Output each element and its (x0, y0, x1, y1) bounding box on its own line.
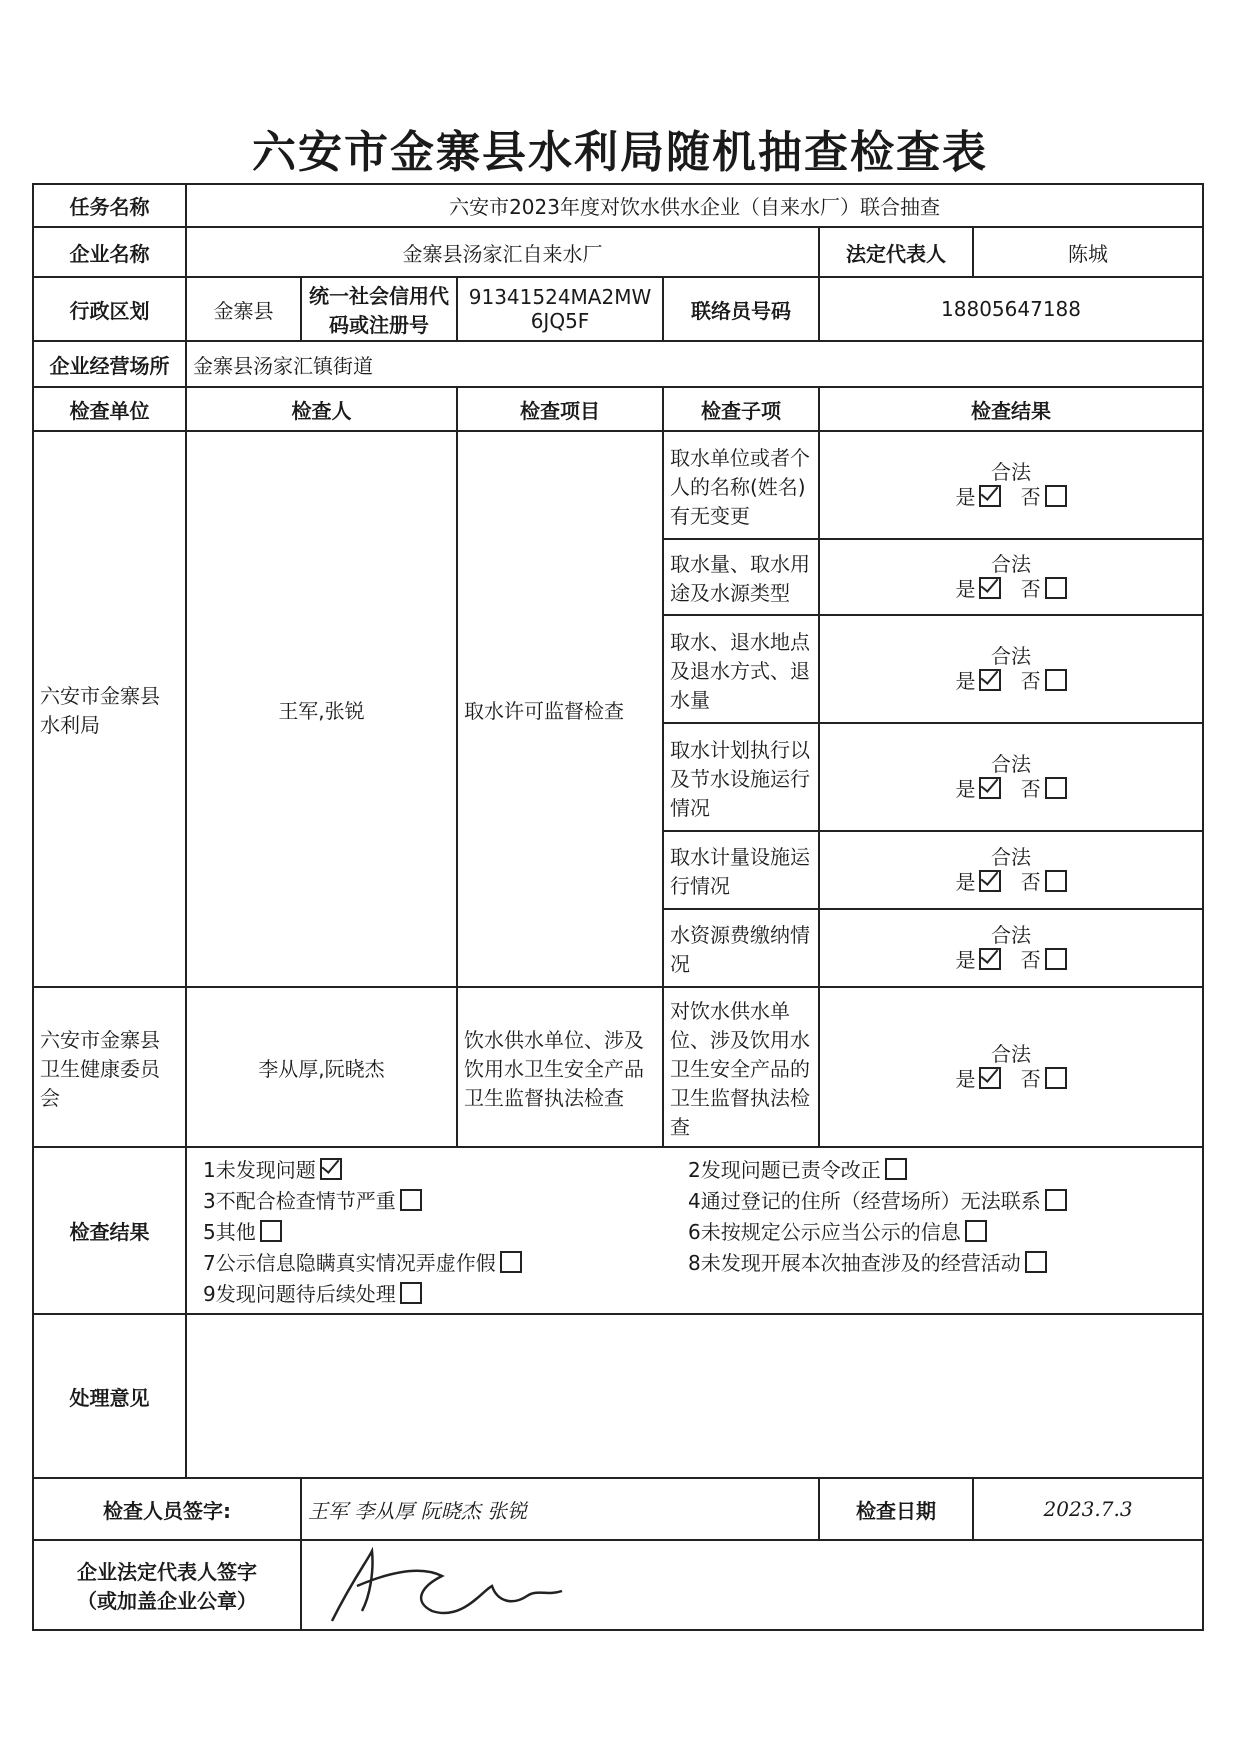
option-text: 9发现问题待后续处理 (203, 1282, 396, 1306)
legal-label: 合法 (991, 644, 1032, 668)
option-text: 8未发现开展本次抽查涉及的经营活动 (688, 1251, 1021, 1275)
yes-label: 是 (955, 870, 976, 894)
legal-label: 合法 (991, 1042, 1032, 1066)
subitem-cell: 对饮水供水单位、涉及饮用水卫生安全产品的卫生监督执法检查 (663, 987, 819, 1147)
option-text: 4通过登记的住所（经营场所）无法联系 (688, 1189, 1041, 1213)
col-unit: 检查单位 (33, 387, 186, 431)
option-text: 3不配合检查情节严重 (203, 1189, 396, 1213)
col-result: 检查结果 (819, 387, 1203, 431)
result-cell (819, 431, 1203, 539)
company-label: 企业名称 (33, 227, 186, 277)
no-checkbox[interactable] (1045, 777, 1067, 799)
item-cell: 取水许可监督检查 (457, 431, 663, 987)
col-item: 检查项目 (457, 387, 663, 431)
yes-label: 是 (955, 777, 976, 801)
opinion-row (33, 1314, 1203, 1478)
option-checkbox[interactable] (500, 1251, 522, 1273)
contact-value: 18805647188 (819, 277, 1203, 341)
result-option-2 (688, 1154, 1168, 1183)
rep-sign-label-line1: 企业法定代表人签字 (77, 1560, 257, 1584)
contact-label: 联络员号码 (663, 277, 819, 341)
col-subitem: 检查子项 (663, 387, 819, 431)
inspector-cell: 李从厚,阮晓杰 (186, 987, 457, 1147)
subitem-cell: 取水计量设施运行情况 (663, 831, 819, 909)
option-checkbox[interactable] (260, 1220, 282, 1242)
date-value: 2023.7.3 (973, 1478, 1203, 1540)
company-value: 金寨县汤家汇自来水厂 (186, 227, 819, 277)
option-checkbox[interactable] (320, 1158, 342, 1180)
yes-label: 是 (955, 948, 976, 972)
legal-rep-label: 法定代表人 (819, 227, 973, 277)
option-checkbox[interactable] (965, 1220, 987, 1242)
yes-checkbox[interactable] (979, 1067, 1001, 1089)
yes-label: 是 (955, 1067, 976, 1091)
option-checkbox[interactable] (1045, 1189, 1067, 1211)
yes-label: 是 (955, 485, 976, 509)
result-cell (819, 539, 1203, 615)
district-label: 行政区划 (33, 277, 186, 341)
yes-checkbox[interactable] (979, 669, 1001, 691)
yes-checkbox[interactable] (979, 948, 1001, 970)
subitem-cell: 水资源费缴纳情况 (663, 909, 819, 987)
page-title: 六安市金寨县水利局随机抽查检查表 (252, 127, 988, 178)
no-checkbox[interactable] (1045, 1067, 1067, 1089)
credit-label: 统一社会信用代码或注册号 (301, 277, 457, 341)
no-checkbox[interactable] (1045, 485, 1067, 507)
address-value: 金寨县汤家汇镇街道 (186, 341, 1203, 387)
result-cell (819, 831, 1203, 909)
rep-sign-label-line2: （或加盖企业公章） (77, 1589, 257, 1613)
inspector-cell: 王军,张锐 (186, 431, 457, 987)
no-label: 否 (1020, 577, 1041, 601)
result-option-6 (688, 1216, 1168, 1245)
rep-signature-area[interactable] (301, 1540, 1203, 1630)
opinion-label: 处理意见 (33, 1314, 186, 1478)
legal-label: 合法 (991, 752, 1032, 776)
subitem-cell: 取水量、取水用途及水源类型 (663, 539, 819, 615)
rep-sign-row (33, 1540, 1203, 1630)
results-label: 检查结果 (33, 1147, 186, 1314)
task-row (33, 184, 1203, 227)
option-text: 5其他 (203, 1220, 256, 1244)
yes-checkbox[interactable] (979, 870, 1001, 892)
yes-checkbox[interactable] (979, 777, 1001, 799)
unit-cell: 六安市金寨县水利局 (33, 431, 186, 987)
column-header-row (33, 387, 1203, 431)
option-text: 2发现问题已责令改正 (688, 1158, 881, 1182)
address-row (33, 341, 1203, 387)
opinion-value[interactable] (186, 1314, 1203, 1478)
col-inspector: 检查人 (186, 387, 457, 431)
result-cell (819, 987, 1203, 1147)
company-row (33, 227, 1203, 277)
item-cell: 饮水供水单位、涉及饮用水卫生安全产品卫生监督执法检查 (457, 987, 663, 1147)
no-label: 否 (1020, 870, 1041, 894)
inspector-signature: 王军 李从厚 阮晓杰 张锐 (301, 1478, 819, 1540)
inspector-sign-row (33, 1478, 1203, 1540)
no-label: 否 (1020, 1067, 1041, 1091)
result-option-4 (688, 1185, 1168, 1214)
no-checkbox[interactable] (1045, 577, 1067, 599)
no-label: 否 (1020, 485, 1041, 509)
subitem-cell: 取水、退水地点及退水方式、退水量 (663, 615, 819, 723)
table-row (33, 431, 1203, 539)
district-value: 金寨县 (186, 277, 301, 341)
address-label: 企业经营场所 (33, 341, 186, 387)
task-value: 六安市2023年度对饮水供水企业（自来水厂）联合抽查 (186, 184, 1203, 227)
inspector-sign-label: 检查人员签字: (33, 1478, 301, 1540)
legal-label: 合法 (991, 923, 1032, 947)
yes-checkbox[interactable] (979, 577, 1001, 599)
option-text: 1未发现问题 (203, 1158, 316, 1182)
no-label: 否 (1020, 948, 1041, 972)
option-text: 7公示信息隐瞒真实情况弄虚作假 (203, 1251, 496, 1275)
option-text: 6未按规定公示应当公示的信息 (688, 1220, 961, 1244)
subitem-cell: 取水计划执行以及节水设施运行情况 (663, 723, 819, 831)
result-option-7 (203, 1247, 688, 1276)
rep-signature-scribble (312, 1541, 572, 1630)
option-checkbox[interactable] (885, 1158, 907, 1180)
results-options (186, 1147, 1203, 1314)
table-row (33, 987, 1203, 1147)
no-label: 否 (1020, 669, 1041, 693)
result-option-9 (203, 1278, 688, 1307)
subitem-cell: 取水单位或者个人的名称(姓名)有无变更 (663, 431, 819, 539)
credit-value: 91341524MA2MW6JQ5F (457, 277, 663, 341)
task-label: 任务名称 (33, 184, 186, 227)
no-label: 否 (1020, 777, 1041, 801)
option-checkbox[interactable] (1025, 1251, 1047, 1273)
no-checkbox[interactable] (1045, 669, 1067, 691)
legal-rep-value: 陈城 (973, 227, 1203, 277)
result-option-3 (203, 1185, 688, 1214)
inspection-form (32, 183, 1204, 1631)
result-option-8 (688, 1247, 1168, 1276)
unit-cell: 六安市金寨县卫生健康委员会 (33, 987, 186, 1147)
rep-sign-label (33, 1540, 301, 1630)
results-row (33, 1147, 1203, 1314)
legal-label: 合法 (991, 552, 1032, 576)
result-cell (819, 909, 1203, 987)
district-row (33, 277, 1203, 341)
option-checkbox[interactable] (400, 1282, 422, 1304)
result-option-5 (203, 1216, 688, 1245)
legal-label: 合法 (991, 460, 1032, 484)
legal-label: 合法 (991, 845, 1032, 869)
yes-label: 是 (955, 577, 976, 601)
option-checkbox[interactable] (400, 1189, 422, 1211)
result-cell (819, 615, 1203, 723)
no-checkbox[interactable] (1045, 870, 1067, 892)
yes-label: 是 (955, 669, 976, 693)
date-label: 检查日期 (819, 1478, 973, 1540)
no-checkbox[interactable] (1045, 948, 1067, 970)
result-cell (819, 723, 1203, 831)
yes-checkbox[interactable] (979, 485, 1001, 507)
result-option-1 (203, 1154, 688, 1183)
